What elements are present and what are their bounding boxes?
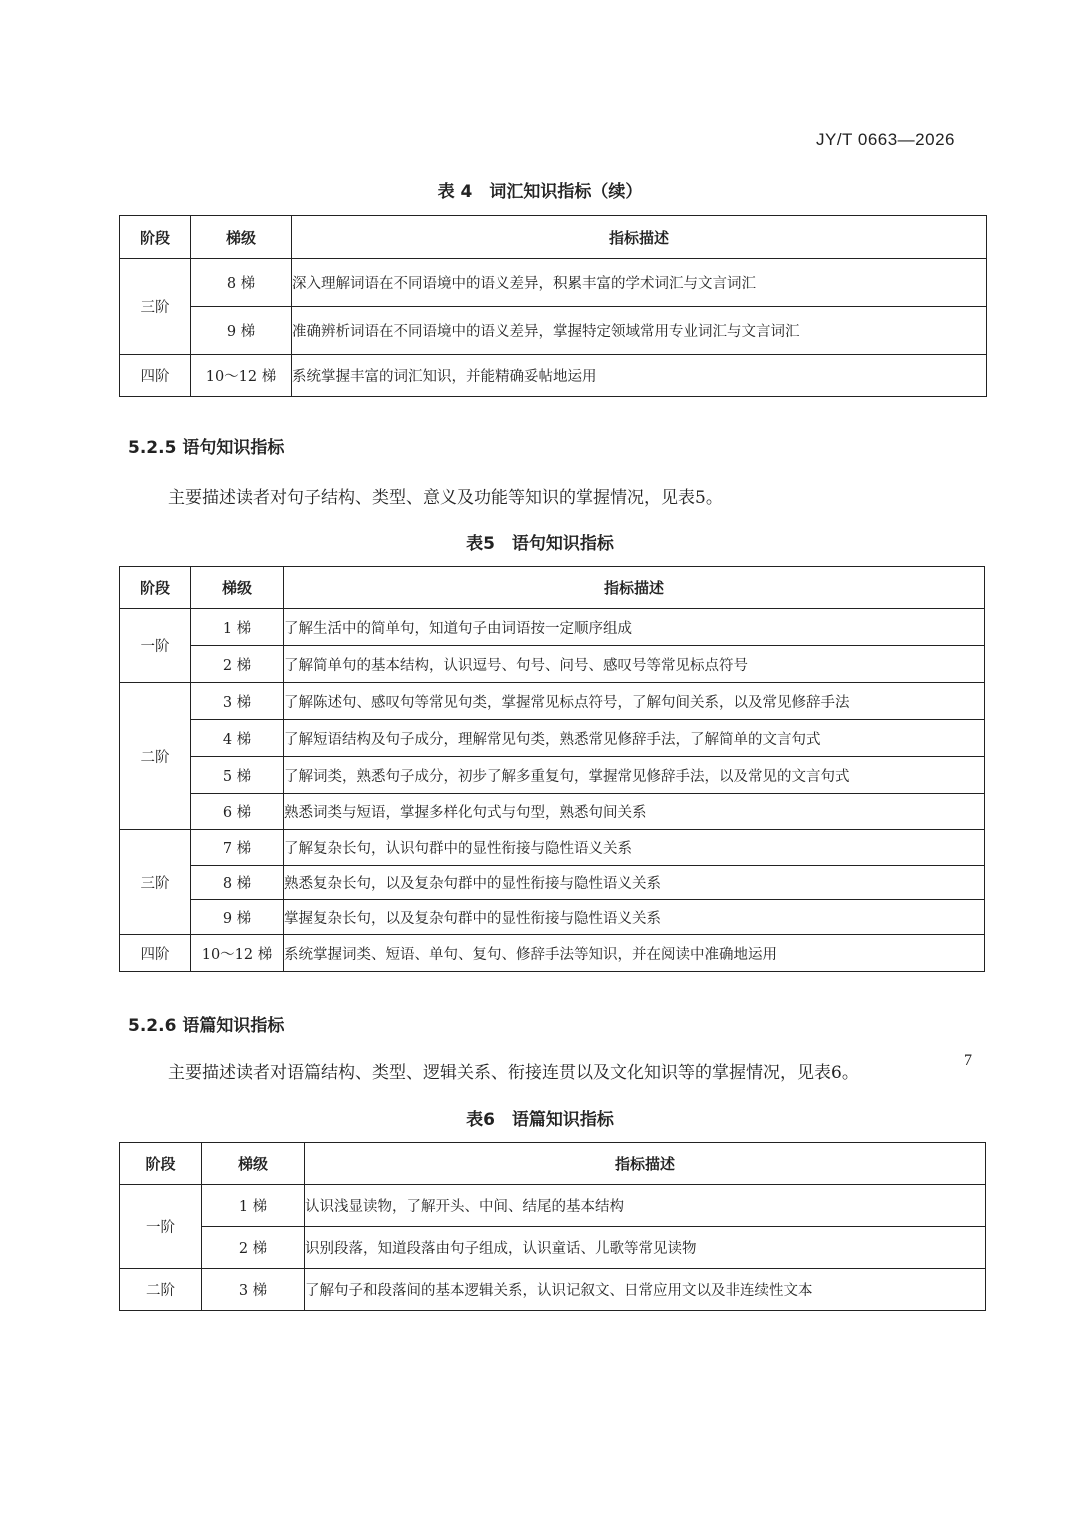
level-cell: 9 梯 xyxy=(191,307,292,355)
stage-cell: 二阶 xyxy=(120,1269,202,1311)
level-cell: 10～12 梯 xyxy=(191,355,292,397)
header-stage: 阶段 xyxy=(120,1143,202,1185)
stage-cell: 二阶 xyxy=(120,683,191,830)
table4-caption: 表 4 词汇知识指标（续） xyxy=(437,182,643,202)
table4 xyxy=(119,215,987,397)
description-cell: 熟悉词类与短语，掌握多样化句式与句型，熟悉句间关系 xyxy=(284,794,985,830)
description-cell: 系统掌握词类、短语、单句、复句、修辞手法等知识，并在阅读中准确地运用 xyxy=(284,935,985,972)
level-cell: 3 梯 xyxy=(191,683,284,720)
level-cell: 9 梯 xyxy=(191,900,284,935)
description-cell: 认识浅显读物，了解开头、中间、结尾的基本结构 xyxy=(305,1185,986,1227)
table5-header-row xyxy=(120,567,985,609)
level-cell: 1 梯 xyxy=(202,1185,305,1227)
table-row xyxy=(120,307,987,355)
level-cell: 1 梯 xyxy=(191,609,284,646)
header-description: 指标描述 xyxy=(292,216,987,259)
table-row xyxy=(120,900,985,935)
section-heading-5-2-6: 5.2.6 语篇知识指标 xyxy=(128,1016,285,1036)
header-description: 指标描述 xyxy=(305,1143,986,1185)
section-paragraph-5-2-5: 主要描述读者对句子结构、类型、意义及功能等知识的掌握情况，见表5。 xyxy=(168,488,723,508)
description-cell: 了解词类，熟悉句子成分，初步了解多重复句，掌握常见修辞手法，以及常见的文言句式 xyxy=(284,757,985,794)
description-cell: 了解生活中的简单句，知道句子由词语按一定顺序组成 xyxy=(284,609,985,646)
level-cell: 2 梯 xyxy=(191,646,284,683)
document-code: JY/T 0663—2026 xyxy=(816,130,955,149)
stage-cell: 三阶 xyxy=(120,259,191,355)
level-cell: 4 梯 xyxy=(191,720,284,757)
table-row xyxy=(120,1269,986,1311)
table5-caption: 表5 语句知识指标 xyxy=(466,534,614,554)
stage-cell: 四阶 xyxy=(120,935,191,972)
description-cell: 熟悉复杂长句，以及复杂句群中的显性衔接与隐性语义关系 xyxy=(284,866,985,900)
table-row xyxy=(120,1185,986,1227)
level-cell: 7 梯 xyxy=(191,830,284,866)
description-cell: 准确辨析词语在不同语境中的语义差异，掌握特定领域常用专业词汇与文言词汇 xyxy=(292,307,987,355)
stage-cell: 一阶 xyxy=(120,609,191,683)
header-stage: 阶段 xyxy=(120,216,191,259)
description-cell: 了解短语结构及句子成分，理解常见句类，熟悉常见修辞手法，了解简单的文言句式 xyxy=(284,720,985,757)
level-cell: 8 梯 xyxy=(191,259,292,307)
table-row xyxy=(120,866,985,900)
table-row xyxy=(120,830,985,866)
level-cell: 10～12 梯 xyxy=(191,935,284,972)
description-cell: 了解陈述句、感叹句等常见句类，掌握常见标点符号，了解句间关系，以及常见修辞手法 xyxy=(284,683,985,720)
description-cell: 深入理解词语在不同语境中的语义差异，积累丰富的学术词汇与文言词汇 xyxy=(292,259,987,307)
stage-cell: 四阶 xyxy=(120,355,191,397)
table-row xyxy=(120,935,985,972)
table-row xyxy=(120,259,987,307)
header-level: 梯级 xyxy=(191,567,284,609)
description-cell: 识别段落，知道段落由句子组成，认识童话、儿歌等常见读物 xyxy=(305,1227,986,1269)
table-row xyxy=(120,720,985,757)
header-level: 梯级 xyxy=(191,216,292,259)
description-cell: 了解简单句的基本结构，认识逗号、句号、问号、感叹号等常见标点符号 xyxy=(284,646,985,683)
header-stage: 阶段 xyxy=(120,567,191,609)
table-row xyxy=(120,683,985,720)
table6 xyxy=(119,1142,986,1311)
table5 xyxy=(119,566,985,972)
table-row xyxy=(120,1227,986,1269)
table-row xyxy=(120,794,985,830)
level-cell: 5 梯 xyxy=(191,757,284,794)
table-row xyxy=(120,609,985,646)
section-paragraph-5-2-6: 主要描述读者对语篇结构、类型、逻辑关系、衔接连贯以及文化知识等的掌握情况，见表6。 xyxy=(168,1063,859,1083)
description-cell: 了解句子和段落间的基本逻辑关系，认识记叙文、日常应用文以及非连续性文本 xyxy=(305,1269,986,1311)
table-row xyxy=(120,757,985,794)
level-cell: 6 梯 xyxy=(191,794,284,830)
level-cell: 8 梯 xyxy=(191,866,284,900)
stage-cell: 三阶 xyxy=(120,830,191,935)
stage-cell: 一阶 xyxy=(120,1185,202,1269)
table-row xyxy=(120,355,987,397)
table-row xyxy=(120,646,985,683)
section-heading-5-2-5: 5.2.5 语句知识指标 xyxy=(128,438,285,458)
table6-caption: 表6 语篇知识指标 xyxy=(466,1110,614,1130)
page-number: 7 xyxy=(964,1052,972,1069)
header-description: 指标描述 xyxy=(284,567,985,609)
table6-header-row xyxy=(120,1143,986,1185)
description-cell: 系统掌握丰富的词汇知识，并能精确妥帖地运用 xyxy=(292,355,987,397)
level-cell: 3 梯 xyxy=(202,1269,305,1311)
header-level: 梯级 xyxy=(202,1143,305,1185)
table4-header-row xyxy=(120,216,987,259)
description-cell: 掌握复杂长句，以及复杂句群中的显性衔接与隐性语义关系 xyxy=(284,900,985,935)
level-cell: 2 梯 xyxy=(202,1227,305,1269)
description-cell: 了解复杂长句，认识句群中的显性衔接与隐性语义关系 xyxy=(284,830,985,866)
